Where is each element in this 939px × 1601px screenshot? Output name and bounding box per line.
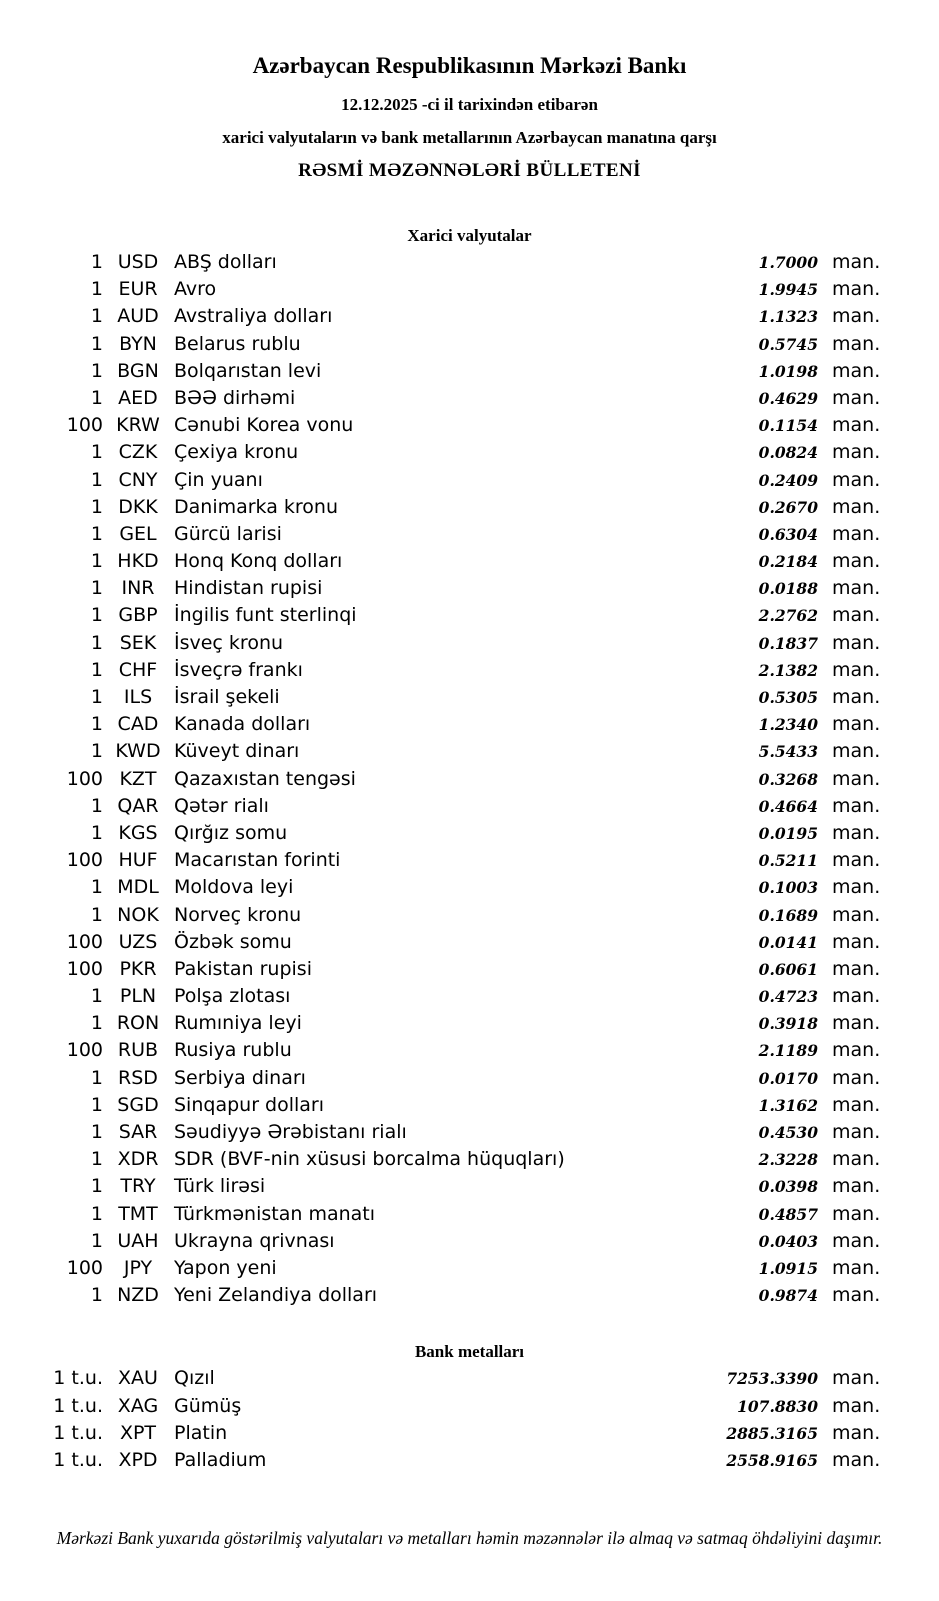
currency-name: Qazaxıstan tengəsi — [174, 767, 356, 790]
currency-code: RON — [116, 1012, 160, 1035]
rate-value: 2.3228 — [758, 1150, 818, 1170]
quantity: 1 t.u. — [53, 1367, 103, 1390]
table-row — [0, 658, 881, 686]
quantity: 1 — [90, 1093, 103, 1116]
unit-label: man. — [832, 1284, 881, 1307]
unit-label: man. — [832, 740, 881, 763]
unit-label: man. — [832, 1421, 881, 1444]
currency-name: Honq Konq dolları — [174, 550, 343, 573]
unit-label: man. — [832, 903, 881, 926]
currency-name: Polşa zlotası — [174, 985, 291, 1008]
unit-label: man. — [832, 251, 881, 273]
quantity: 1 — [90, 1121, 103, 1143]
currency-code: XAU — [118, 1367, 158, 1390]
rate-value: 2.1382 — [758, 660, 818, 680]
quantity: 1 — [90, 1202, 103, 1225]
quantity: 1 — [90, 441, 103, 464]
currency-name: Çexiya kronu — [174, 441, 299, 464]
table-row — [0, 1256, 881, 1284]
table-row — [0, 1284, 881, 1311]
table-row — [0, 1148, 881, 1175]
metals-section-heading: Bank metalları — [414, 1342, 525, 1362]
unit-label: man. — [832, 631, 881, 654]
rate-value: 1.9945 — [758, 280, 818, 300]
bulletin-title: RƏSMİ MƏZƏNNƏLƏRİ BÜLLETENİ — [298, 160, 641, 181]
quantity: 1 — [90, 305, 103, 328]
currency-name: Ukrayna qrivnası — [174, 1229, 335, 1252]
table-row — [0, 1421, 881, 1449]
table-row — [0, 849, 881, 876]
rate-value: 0.4857 — [758, 1204, 818, 1224]
table-row — [0, 468, 881, 496]
table-row — [0, 1066, 881, 1094]
rate-value: 107.8830 — [737, 1396, 818, 1416]
currency-name: İngilis funt sterlinqi — [174, 604, 357, 627]
unit-label: man. — [832, 359, 881, 382]
table-row — [0, 278, 881, 305]
unit-label: man. — [832, 713, 881, 736]
currency-name: Gümüş — [174, 1394, 242, 1417]
quantity: 100 — [66, 767, 103, 790]
unit-label: man. — [832, 1148, 881, 1171]
unit-label: man. — [832, 1012, 881, 1035]
rate-value: 2.1189 — [758, 1041, 818, 1061]
quantity: 1 — [90, 794, 103, 817]
unit-label: man. — [832, 686, 881, 708]
currency-code: PKR — [119, 957, 157, 980]
quantity: 1 — [90, 1066, 103, 1089]
rate-value: 0.6304 — [758, 524, 818, 544]
rate-value: 0.3918 — [758, 1014, 818, 1034]
unit-label: man. — [832, 332, 881, 355]
currency-code: USD — [117, 251, 159, 273]
quantity: 1 t.u. — [53, 1421, 103, 1444]
table-row — [0, 495, 881, 523]
table-row — [0, 386, 881, 414]
table-row — [0, 359, 881, 387]
currency-name: Rusiya rublu — [174, 1039, 292, 1062]
currency-name: Serbiya dinarı — [174, 1066, 306, 1089]
rate-value: 0.1003 — [758, 878, 818, 898]
unit-label: man. — [832, 414, 881, 437]
currency-code: BGN — [117, 359, 159, 382]
currency-name: Avro — [174, 278, 217, 301]
table-row — [0, 713, 881, 740]
currency-name: Belarus rublu — [174, 332, 301, 355]
bulletin-header — [0, 0, 939, 182]
currency-name: Cənubi Korea vonu — [174, 414, 354, 437]
table-row — [0, 1394, 881, 1422]
table-row — [0, 1229, 881, 1257]
currency-name: Pakistan rupisi — [174, 957, 312, 980]
currency-code: CAD — [117, 713, 159, 736]
table-row — [0, 1202, 881, 1230]
currency-code: CNY — [118, 468, 158, 491]
currency-name: Norveç kronu — [174, 903, 302, 926]
quantity: 1 t.u. — [53, 1448, 103, 1471]
quantity: 1 — [90, 985, 103, 1008]
currency-code: DKK — [118, 495, 158, 518]
rate-value: 0.1837 — [758, 633, 818, 653]
quantity: 1 — [90, 740, 103, 763]
table-row — [0, 821, 881, 849]
currency-code: KRW — [116, 414, 160, 437]
unit-label: man. — [832, 604, 881, 627]
currency-name: BƏƏ dirhəmi — [174, 386, 296, 409]
table-row — [0, 332, 881, 360]
currency-code: UZS — [118, 930, 158, 953]
currency-name: Yapon yeni — [174, 1256, 277, 1279]
table-row — [0, 550, 881, 577]
currency-code: UAH — [117, 1229, 159, 1252]
unit-label: man. — [832, 821, 881, 844]
currency-code: GEL — [119, 522, 157, 545]
quantity: 1 — [90, 1229, 103, 1252]
rate-value: 5.5433 — [758, 742, 818, 762]
unit-label: man. — [832, 930, 881, 953]
rate-value: 0.1689 — [758, 905, 818, 925]
currency-name: Qətər rialı — [174, 794, 269, 817]
table-row — [0, 957, 881, 985]
currency-code: RSD — [118, 1066, 158, 1089]
quantity: 1 — [90, 359, 103, 382]
unit-label: man. — [832, 495, 881, 518]
currency-name: Özbək somu — [174, 930, 292, 953]
rate-value: 7253.3390 — [726, 1369, 818, 1389]
currency-code: HUF — [118, 849, 158, 872]
quantity: 1 — [90, 1175, 103, 1198]
table-row — [0, 631, 881, 659]
currency-code: PLN — [119, 985, 157, 1008]
quantity: 1 — [90, 251, 103, 273]
rate-value: 0.0188 — [758, 579, 818, 599]
unit-label: man. — [832, 577, 881, 600]
rate-value: 0.0195 — [758, 823, 818, 843]
currency-code: SGD — [117, 1093, 159, 1116]
table-row — [0, 1121, 881, 1148]
unit-label: man. — [832, 441, 881, 464]
currency-name: Qızıl — [174, 1367, 215, 1390]
currency-name: Sinqapur dolları — [174, 1093, 325, 1116]
table-row — [0, 251, 881, 278]
unit-label: man. — [832, 1367, 881, 1390]
table-row — [0, 305, 881, 332]
rate-value: 2885.3165 — [726, 1423, 818, 1443]
rate-value: 0.0824 — [758, 443, 818, 463]
unit-label: man. — [832, 550, 881, 573]
bulletin-subtitle: xarici valyutaların və bank metallarının Azərbaycan manatına qarşı — [222, 128, 717, 147]
currency-section-heading: Xarici valyutalar — [407, 226, 532, 245]
currency-name: Yeni Zelandiya dolları — [174, 1284, 378, 1307]
unit-label: man. — [832, 1121, 881, 1143]
rate-value: 0.5745 — [758, 334, 818, 354]
quantity: 1 — [90, 495, 103, 518]
quantity: 1 — [90, 550, 103, 573]
currency-code: AED — [118, 386, 158, 409]
currency-name: Gürcü larisi — [174, 522, 282, 545]
rate-value: 1.7000 — [758, 253, 818, 272]
currency-name: Moldova leyi — [174, 876, 294, 899]
unit-label: man. — [832, 386, 881, 409]
unit-label: man. — [832, 957, 881, 980]
unit-label: man. — [832, 876, 881, 899]
currency-name: Türkmənistan manatı — [174, 1202, 376, 1225]
table-row — [0, 414, 881, 441]
currency-code: KZT — [119, 767, 157, 790]
quantity: 1 t.u. — [53, 1394, 103, 1417]
currency-name: Rumıniya leyi — [174, 1012, 302, 1035]
quantity: 1 — [90, 1148, 103, 1171]
currency-name: Kanada dolları — [174, 713, 311, 736]
unit-label: man. — [832, 985, 881, 1008]
bank-title: Azərbaycan Respublikasının Mərkəzi Bankı — [252, 53, 687, 78]
currency-name: Küveyt dinarı — [174, 740, 300, 763]
table-row — [0, 903, 881, 931]
table-row — [0, 604, 881, 631]
currency-code: XAG — [117, 1394, 159, 1417]
unit-label: man. — [832, 849, 881, 872]
rate-value: 1.3162 — [758, 1095, 818, 1115]
quantity: 1 — [90, 903, 103, 926]
rate-value: 1.1323 — [758, 307, 818, 327]
currency-code: AUD — [117, 305, 159, 328]
quantity: 1 — [90, 468, 103, 491]
currency-name: Macarıstan forinti — [174, 849, 341, 872]
currency-code: EUR — [118, 278, 158, 301]
currency-code: HKD — [117, 550, 159, 573]
metals-table — [0, 1367, 881, 1476]
unit-label: man. — [832, 522, 881, 545]
unit-label: man. — [832, 1448, 881, 1471]
rate-value: 1.0915 — [758, 1258, 818, 1278]
currency-code: BYN — [119, 332, 157, 355]
currency-code: KWD — [115, 740, 161, 763]
unit-label: man. — [832, 1394, 881, 1417]
quantity: 1 — [90, 332, 103, 355]
currency-code: MDL — [117, 876, 159, 899]
quantity: 100 — [66, 414, 103, 437]
rate-value: 0.4664 — [758, 796, 818, 816]
rate-value: 0.0141 — [758, 932, 818, 952]
currency-name: ABŞ dolları — [174, 251, 277, 273]
currency-code: NOK — [117, 903, 159, 926]
unit-label: man. — [832, 1229, 881, 1252]
rate-value: 0.2409 — [758, 470, 818, 490]
table-row — [0, 1039, 881, 1066]
table-row — [0, 767, 881, 795]
currency-name: SDR (BVF-nin xüsusi borcalma hüquqları) — [174, 1148, 565, 1171]
currency-code: XDR — [117, 1148, 159, 1171]
rate-value: 0.3268 — [758, 769, 818, 789]
currency-code: JPY — [123, 1256, 153, 1279]
unit-label: man. — [832, 1093, 881, 1116]
rate-value: 0.4723 — [758, 987, 818, 1007]
quantity: 1 — [90, 821, 103, 844]
currency-name: Palladium — [174, 1448, 267, 1471]
quantity: 1 — [90, 577, 103, 600]
table-row — [0, 1093, 881, 1121]
rate-value: 0.4629 — [758, 388, 818, 408]
quantity: 100 — [66, 1039, 103, 1062]
currency-table — [0, 251, 881, 1311]
quantity: 100 — [66, 1256, 103, 1279]
rate-value: 1.0198 — [758, 361, 818, 381]
unit-label: man. — [832, 1256, 881, 1279]
table-row — [0, 1012, 881, 1039]
rate-value: 0.6061 — [758, 959, 818, 979]
currency-code: GBP — [118, 604, 158, 627]
currency-code: ILS — [123, 686, 153, 708]
rate-value: 0.9874 — [758, 1286, 818, 1306]
currency-name: Hindistan rupisi — [174, 577, 323, 600]
rate-value: 0.1154 — [758, 416, 818, 436]
rate-value: 0.5305 — [758, 688, 818, 707]
table-row — [0, 577, 881, 604]
table-row — [0, 740, 881, 767]
unit-label: man. — [832, 1039, 881, 1062]
rate-value: 0.0403 — [758, 1231, 818, 1251]
currency-code: RUB — [117, 1039, 159, 1062]
table-row — [0, 930, 881, 958]
currency-name: Qırğız somu — [174, 821, 288, 844]
unit-label: man. — [832, 767, 881, 790]
currency-code: SAR — [118, 1121, 158, 1143]
rate-value: 0.2184 — [758, 552, 818, 572]
currency-name: İsveç kronu — [174, 631, 284, 654]
rate-value: 2.2762 — [758, 606, 818, 626]
quantity: 1 — [90, 386, 103, 409]
currency-code: CHF — [118, 658, 158, 681]
currency-code: XPT — [119, 1421, 157, 1444]
unit-label: man. — [832, 1202, 881, 1225]
unit-label: man. — [832, 278, 881, 301]
rate-value: 1.2340 — [758, 715, 818, 735]
currency-name: Türk lirəsi — [174, 1175, 266, 1198]
quantity: 1 — [90, 278, 103, 301]
quantity: 1 — [90, 658, 103, 681]
table-row — [0, 1448, 881, 1476]
currency-name: Səudiyyə Ərəbistanı rialı — [174, 1121, 407, 1143]
table-row — [0, 441, 881, 468]
unit-label: man. — [832, 305, 881, 328]
quantity: 1 — [90, 876, 103, 899]
quantity: 1 — [90, 1012, 103, 1035]
quantity: 1 — [90, 686, 103, 708]
unit-label: man. — [832, 658, 881, 681]
currency-name: İsveçrə frankı — [174, 658, 303, 681]
currency-name: İsrail şekeli — [174, 686, 280, 708]
table-row — [0, 522, 881, 550]
currency-code: XPD — [118, 1448, 158, 1471]
table-row — [0, 794, 881, 822]
table-row — [0, 1175, 881, 1202]
rate-value: 0.4530 — [758, 1123, 818, 1142]
quantity: 1 — [90, 713, 103, 736]
currency-code: KGS — [118, 821, 158, 844]
unit-label: man. — [832, 1175, 881, 1198]
currency-name: Çin yuanı — [174, 468, 263, 491]
rate-value: 0.5211 — [758, 851, 818, 871]
quantity: 1 — [90, 522, 103, 545]
currency-code: TRY — [120, 1175, 156, 1198]
currency-name: Danimarka kronu — [174, 495, 339, 518]
unit-label: man. — [832, 468, 881, 491]
quantity: 100 — [66, 849, 103, 872]
footer-note: Mərkəzi Bank yuxarıda göstərilmiş valyutaları və metalları həmin məzənnələr ilə almaq və satmaq öhdəliyini daşımır. — [56, 1528, 883, 1549]
unit-label: man. — [832, 1066, 881, 1089]
currency-code: QAR — [117, 794, 159, 817]
table-row — [0, 876, 881, 903]
rate-value: 0.0398 — [758, 1177, 818, 1197]
currency-name: Avstraliya dolları — [174, 305, 333, 328]
quantity: 1 — [90, 631, 103, 654]
currency-name: Bolqarıstan levi — [174, 359, 322, 382]
unit-label: man. — [832, 794, 881, 817]
quantity: 100 — [66, 930, 103, 953]
currency-code: CZK — [118, 441, 158, 464]
table-row — [0, 1367, 881, 1394]
table-row — [0, 686, 881, 713]
quantity: 1 — [90, 1284, 103, 1307]
currency-code: NZD — [117, 1284, 159, 1307]
quantity: 1 — [90, 604, 103, 627]
rate-value: 0.2670 — [758, 497, 818, 517]
effective-date-line: 12.12.2025 -ci il tarixindən etibarən — [341, 95, 598, 114]
currency-name: Platin — [174, 1421, 228, 1444]
currency-code: SEK — [119, 631, 157, 654]
table-row — [0, 985, 881, 1012]
rate-value: 0.0170 — [758, 1068, 818, 1088]
quantity: 100 — [66, 957, 103, 980]
currency-code: INR — [121, 577, 155, 600]
currency-code: TMT — [118, 1202, 158, 1225]
rate-value: 2558.9165 — [726, 1450, 818, 1470]
